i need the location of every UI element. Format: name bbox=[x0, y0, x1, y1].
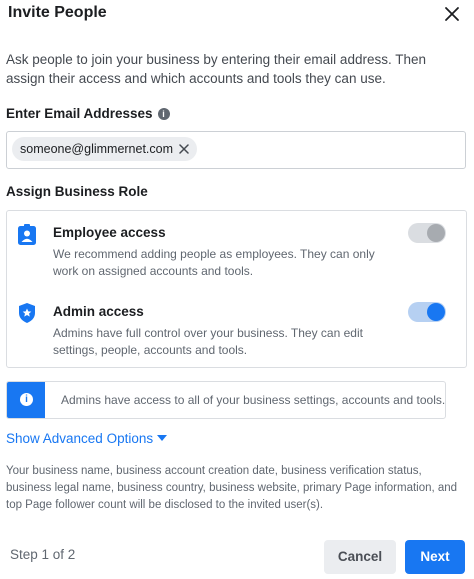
admin-shield-icon bbox=[17, 302, 37, 324]
close-icon[interactable] bbox=[444, 6, 460, 22]
next-button[interactable]: Next bbox=[405, 540, 465, 574]
notice-text: Admins have access to all of your business settings, accounts and tools. bbox=[61, 393, 446, 407]
employee-badge-icon bbox=[17, 224, 37, 246]
dialog-footer bbox=[0, 527, 474, 579]
email-section-label bbox=[6, 106, 170, 121]
employee-access-title: Employee access bbox=[53, 225, 166, 240]
disclosure-text: Your business name, business account creation date, business verification status, business legal name, business country, business website, primary Page information, and top Page follower count will be disclosed to the invited user(s). bbox=[6, 465, 458, 511]
email-chip bbox=[12, 137, 197, 161]
employee-access-description: We recommend adding people as employees. They can only work on assigned accounts and tools. bbox=[53, 247, 375, 278]
advanced-options-label: Show Advanced Options bbox=[6, 431, 154, 446]
notice-info-icon: i bbox=[7, 382, 45, 418]
email-input-field[interactable] bbox=[6, 131, 466, 169]
toggle-knob bbox=[427, 224, 445, 242]
show-advanced-options-link[interactable] bbox=[6, 431, 167, 446]
cancel-button[interactable]: Cancel bbox=[324, 540, 396, 574]
dialog-title: Invite People bbox=[8, 4, 107, 21]
admin-access-title: Admin access bbox=[53, 304, 144, 319]
admin-access-toggle[interactable] bbox=[408, 302, 446, 322]
employee-access-toggle[interactable] bbox=[408, 223, 446, 243]
toggle-knob bbox=[427, 303, 445, 321]
role-options-panel bbox=[6, 210, 467, 368]
remove-email-icon[interactable] bbox=[179, 144, 189, 154]
dialog-header bbox=[8, 4, 466, 26]
admin-notice-banner bbox=[6, 381, 446, 419]
email-label-text: Enter Email Addresses bbox=[6, 106, 153, 121]
step-indicator: Step 1 of 2 bbox=[10, 547, 76, 562]
role-section-label: Assign Business Role bbox=[6, 184, 148, 199]
info-icon[interactable]: i bbox=[158, 108, 170, 120]
intro-text: Ask people to join your business by entering their email address. Then assign their access and which accounts and tools they can use. bbox=[6, 52, 426, 86]
email-chip-label: someone@glimmernet.com bbox=[20, 142, 174, 156]
admin-access-description: Admins have full control over your business. They can edit settings, people, accounts and tools. bbox=[53, 326, 363, 357]
caret-down-icon bbox=[157, 435, 167, 441]
